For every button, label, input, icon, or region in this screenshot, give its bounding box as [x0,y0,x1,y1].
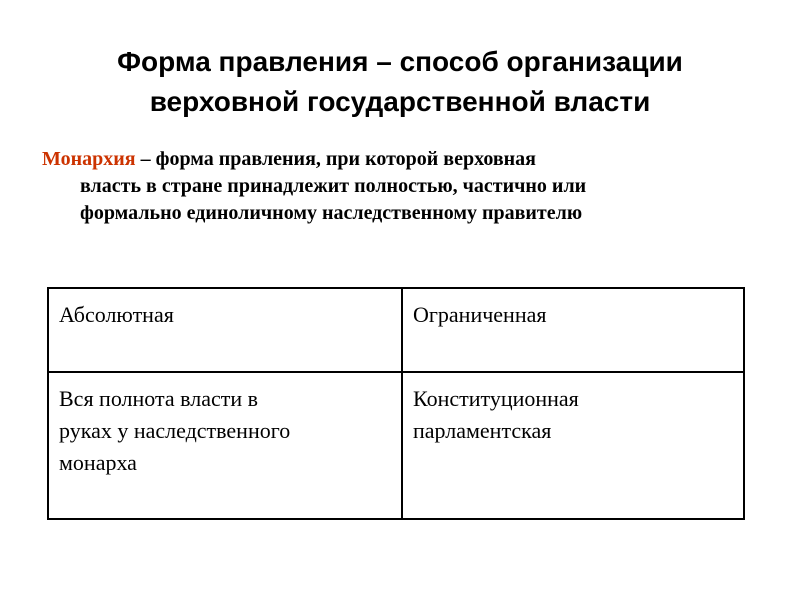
slide-title-line-2: верховной государственной власти [149,86,651,117]
cell-line: Вся полнота власти в [59,386,259,411]
table-header-row [48,288,744,372]
table-cell-limited-types [402,372,744,519]
cell-line: руках у наследственного [59,418,291,443]
slide-title [40,42,760,122]
definition-line-3: формально единоличному наследственному правителю [80,202,583,224]
cell-line: монарха [59,450,137,475]
definition-first-line-text: – форма правления, при которой верховная [135,148,536,170]
table-header-absolute: Абсолютная [48,288,402,372]
slide-title-line-1: Форма правления – способ организации [117,46,683,77]
monarchy-types-table [47,287,745,520]
table-cell-absolute-description [48,372,402,519]
table-row [48,372,744,519]
table-header-limited: Ограниченная [402,288,744,372]
definition-term: Монархия [42,148,136,170]
monarchy-definition [42,146,762,227]
definition-line-1 [42,146,762,173]
cell-line: Конституционная [413,386,579,411]
cell-line: парламентская [413,418,552,443]
definition-line-2: власть в стране принадлежит полностью, частично или [80,175,587,197]
